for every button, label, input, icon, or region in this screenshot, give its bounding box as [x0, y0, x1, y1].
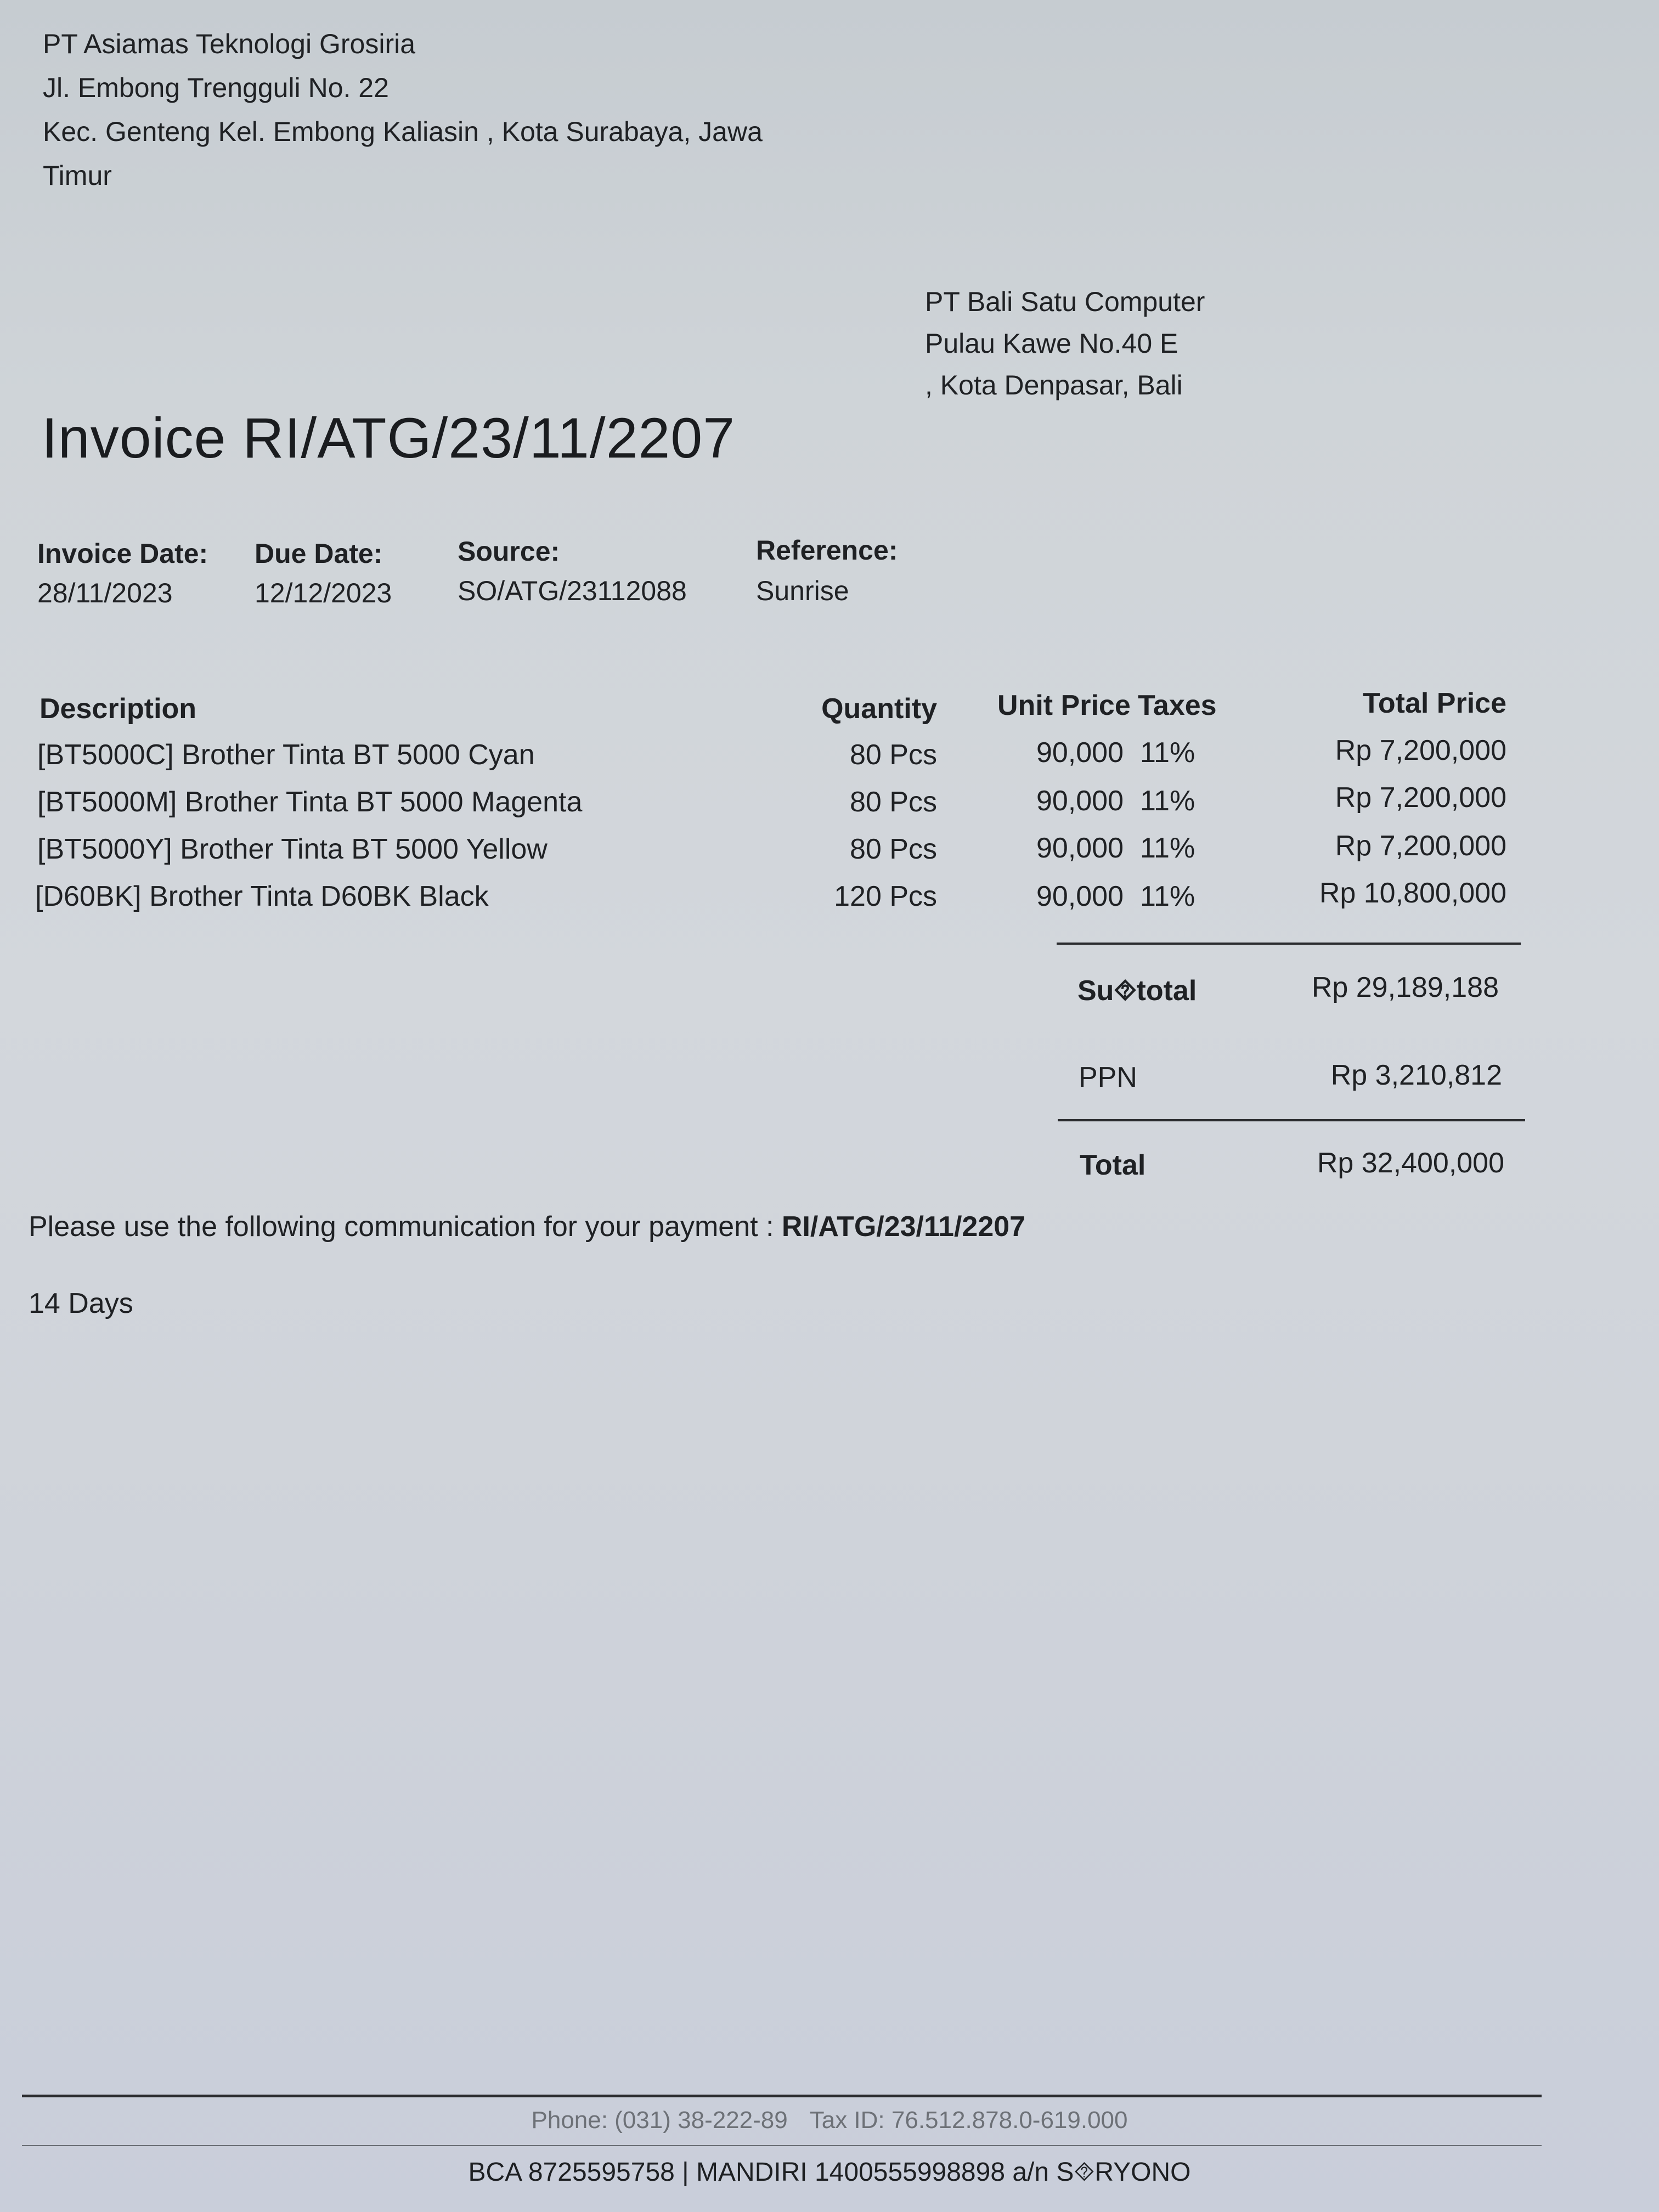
payment-reference: RI/ATG/23/11/2207 [781, 1211, 1026, 1243]
sender-name: PT Asiamas Teknologi Grosiria [43, 29, 416, 59]
footer-divider [22, 2095, 1542, 2097]
col-header-taxes: Taxes [1138, 690, 1217, 721]
row-total: Rp 7,200,000 [1335, 830, 1506, 862]
row-total: Rp 10,800,000 [1319, 877, 1506, 909]
payment-terms: 14 Days [29, 1288, 133, 1319]
sender-address [43, 22, 763, 198]
row-description: [BT5000Y] Brother Tinta BT 5000 Yellow [37, 833, 548, 865]
footer-tax-id: Tax ID: 76.512.878.0-619.000 [809, 2107, 1128, 2134]
sender-area: Kec. Genteng Kel. Embong Kaliasin , Kota Surabaya, Jawa [43, 116, 763, 147]
recipient-name: PT Bali Satu Computer [925, 286, 1205, 317]
row-description: [BT5000M] Brother Tinta BT 5000 Magenta [37, 786, 583, 818]
row-taxes: 11% [1140, 737, 1195, 769]
row-total: Rp 7,200,000 [1335, 735, 1506, 766]
footer-phone: Phone: (031) 38-222-89 [531, 2107, 788, 2134]
row-taxes: 11% [1140, 832, 1195, 864]
reference-value: Sunrise [756, 575, 849, 606]
summary-divider-bottom [1058, 1119, 1525, 1121]
footer-divider-thin [22, 2145, 1542, 2146]
col-header-quantity: Quantity [821, 693, 937, 725]
footer-contact [0, 2107, 1659, 2134]
row-quantity: 80 Pcs [850, 833, 937, 865]
source-value: SO/ATG/23112088 [458, 575, 687, 606]
row-taxes: 11% [1140, 785, 1195, 817]
sender-region: Timur [43, 160, 112, 191]
due-date-value: 12/12/2023 [255, 578, 392, 608]
col-header-unit-price: Unit Price [997, 690, 1131, 721]
payment-communication-text: Please use the following communication for your payment : [29, 1211, 782, 1243]
payment-communication [29, 1210, 1025, 1243]
row-unit-price: 90,000 [1036, 785, 1124, 817]
source-label: Source: [458, 536, 560, 567]
subtotal-value: Rp 29,189,188 [1311, 972, 1499, 1003]
col-header-description: Description [40, 693, 197, 725]
subtotal-label: Su⯑total [1077, 975, 1197, 1007]
invoice-date-value: 28/11/2023 [37, 578, 173, 608]
tax-value: Rp 3,210,812 [1330, 1059, 1502, 1091]
invoice-date-label: Invoice Date: [37, 538, 208, 569]
row-quantity: 80 Pcs [850, 786, 937, 818]
due-date-label: Due Date: [255, 538, 383, 569]
total-value: Rp 32,400,000 [1317, 1147, 1504, 1179]
row-taxes: 11% [1140, 881, 1195, 912]
recipient-street: Pulau Kawe No.40 E [925, 328, 1178, 359]
sender-street: Jl. Embong Trengguli No. 22 [43, 72, 389, 103]
row-description: [BT5000C] Brother Tinta BT 5000 Cyan [37, 739, 535, 771]
recipient-address [925, 281, 1205, 406]
total-label: Total [1080, 1149, 1146, 1181]
row-unit-price: 90,000 [1036, 832, 1124, 864]
row-description: [D60BK] Brother Tinta D60BK Black [35, 881, 489, 912]
row-quantity: 80 Pcs [850, 739, 937, 771]
row-unit-price: 90,000 [1036, 737, 1124, 769]
recipient-city: , Kota Denpasar, Bali [925, 370, 1183, 400]
col-header-total-price: Total Price [1362, 687, 1506, 719]
summary-divider-top [1057, 943, 1521, 945]
tax-label: PPN [1079, 1062, 1137, 1093]
row-unit-price: 90,000 [1036, 881, 1124, 912]
row-quantity: 120 Pcs [834, 881, 937, 912]
invoice-title: Invoice RI/ATG/23/11/2207 [42, 407, 736, 470]
row-total: Rp 7,200,000 [1335, 782, 1506, 814]
reference-label: Reference: [756, 535, 898, 566]
footer-bank: BCA 8725595758 | MANDIRI 1400555998898 a/n S⯑RYONO [468, 2158, 1191, 2187]
